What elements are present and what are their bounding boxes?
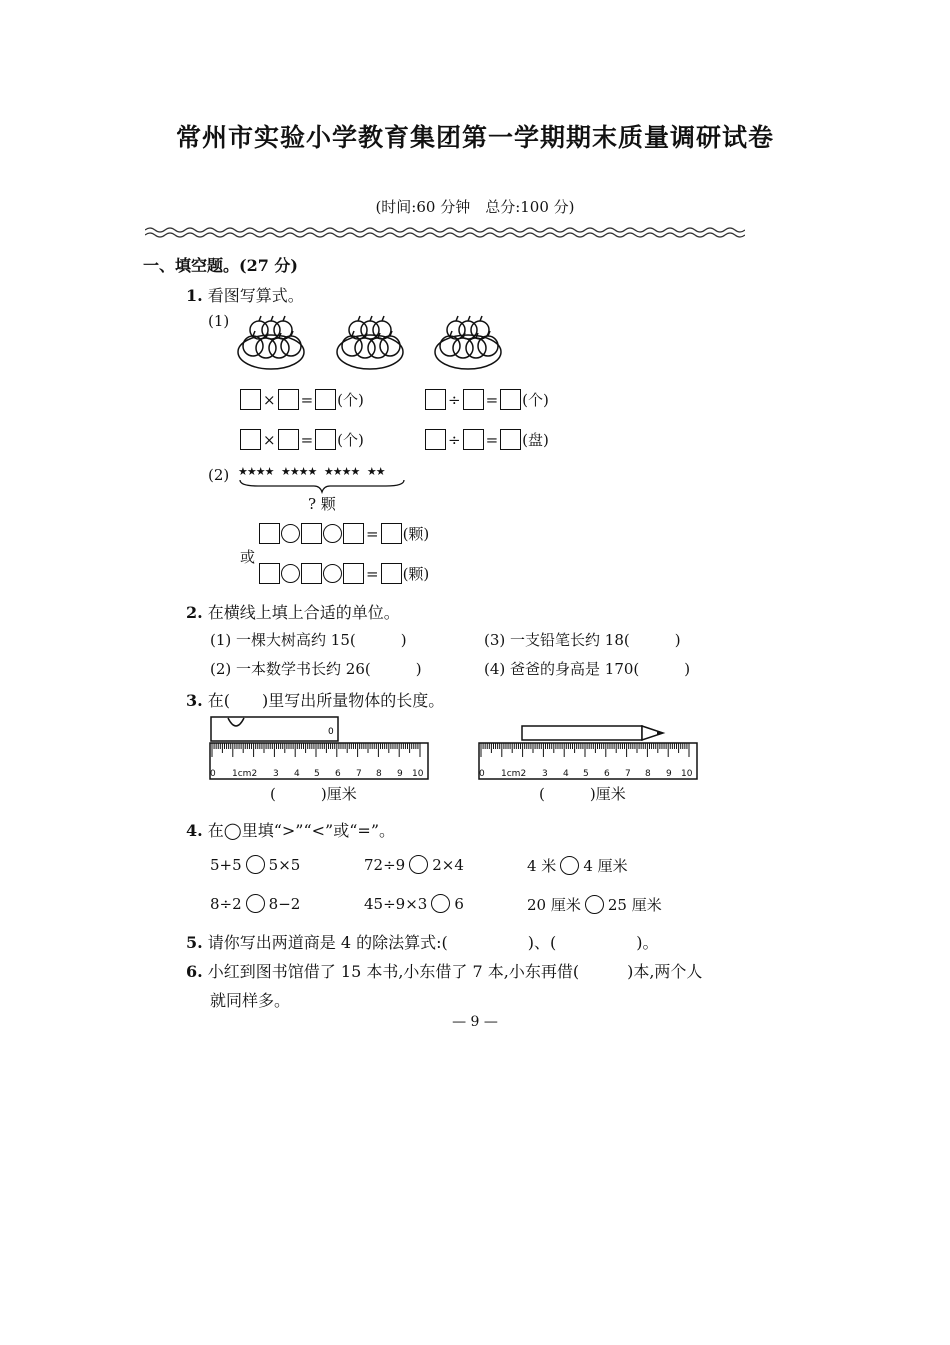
question-2 xyxy=(186,600,400,623)
ruler-label: 4 xyxy=(294,769,300,779)
ruler-label: 8 xyxy=(376,769,382,779)
section-heading: 一、填空题。(27 分) xyxy=(143,256,298,275)
ruler-label: 3 xyxy=(542,769,548,779)
compare-circle[interactable] xyxy=(560,856,579,875)
page-title: 常州市实验小学教育集团第一学期期末质量调研试卷 xyxy=(175,123,774,152)
answer-box[interactable] xyxy=(500,429,521,450)
compare-circle[interactable] xyxy=(409,855,428,874)
answer-box[interactable] xyxy=(463,389,484,410)
operator-circle[interactable] xyxy=(323,524,342,543)
equation-divide-1: ÷ = (个) xyxy=(425,389,549,410)
question-text: 看图写算式。 xyxy=(207,286,304,305)
unit-item: (2) 一本数学书长约 26( ) xyxy=(210,660,422,678)
ruler-label: 10 xyxy=(681,769,693,779)
compare-right: 2×4 xyxy=(432,855,464,874)
unit-label: (个) xyxy=(522,391,549,409)
answer-box[interactable] xyxy=(301,523,322,544)
question-text-continued: 就同样多。 xyxy=(210,991,291,1010)
answer-box[interactable] xyxy=(259,523,280,544)
star-group: ★★ xyxy=(366,465,385,478)
ruler-label: 6 xyxy=(604,769,610,779)
answer-box[interactable] xyxy=(278,389,299,410)
compare-item xyxy=(527,855,628,876)
compare-circle[interactable] xyxy=(431,894,450,913)
compare-item xyxy=(210,855,300,874)
answer-box[interactable] xyxy=(343,563,364,584)
compare-circle[interactable] xyxy=(246,855,265,874)
ruler-with-pencil xyxy=(477,722,701,782)
question-text: 请你写出两道商是 4 的除法算式:( )、( )。 xyxy=(207,933,659,952)
length-answer: ( )厘米 xyxy=(270,785,357,803)
equation-multiply-1: × = (个) xyxy=(240,389,364,410)
or-label: 或 xyxy=(240,548,256,566)
compare-left: 5+5 xyxy=(210,855,242,874)
compare-circle[interactable] xyxy=(585,895,604,914)
operator-circle[interactable] xyxy=(281,524,300,543)
ruler-label: 5 xyxy=(583,769,589,779)
answer-box[interactable] xyxy=(425,429,446,450)
compare-left: 8÷2 xyxy=(210,894,242,913)
compare-right: 5×5 xyxy=(268,855,301,874)
star-equation-1: = (颗) xyxy=(259,523,429,544)
compare-right: 8−2 xyxy=(268,894,301,913)
answer-box[interactable] xyxy=(463,429,484,450)
question-6 xyxy=(186,959,702,982)
compare-right: 6 xyxy=(454,894,464,913)
ruler-label: 8 xyxy=(645,769,651,779)
compare-left: 4 米 xyxy=(527,857,557,875)
ruler-label: 9 xyxy=(397,769,403,779)
unit-label: (颗) xyxy=(402,525,430,543)
page-number: — 9 — xyxy=(452,1014,498,1030)
question-3 xyxy=(186,688,444,711)
ruler-label: 10 xyxy=(412,769,424,779)
answer-box[interactable] xyxy=(500,389,521,410)
equation-multiply-2: × = (个) xyxy=(240,429,364,450)
length-answer: ( )厘米 xyxy=(539,785,626,803)
question-text: 在( )里写出所量物体的长度。 xyxy=(207,691,445,710)
compare-right: 4 厘米 xyxy=(583,857,628,875)
unit-item: (1) 一棵大树高约 15( ) xyxy=(210,631,407,649)
unit-label: (颗) xyxy=(402,565,430,583)
answer-box[interactable] xyxy=(425,389,446,410)
compare-item xyxy=(364,894,464,913)
star-group: ★★★★ xyxy=(323,465,360,478)
svg-text:0: 0 xyxy=(328,727,334,737)
question-number: 1. xyxy=(186,286,203,305)
compare-item xyxy=(364,855,464,874)
operator-circle[interactable] xyxy=(323,564,342,583)
curly-brace xyxy=(238,478,406,494)
question-5 xyxy=(186,930,659,953)
unit-item: (4) 爸爸的身高是 170( ) xyxy=(484,660,691,678)
compare-item xyxy=(210,894,300,913)
compare-left: 20 厘米 xyxy=(527,896,581,914)
answer-box[interactable] xyxy=(381,563,402,584)
question-4 xyxy=(186,818,395,841)
compare-item xyxy=(527,894,662,915)
ruler-label: 9 xyxy=(666,769,672,779)
answer-box[interactable] xyxy=(301,563,322,584)
answer-box[interactable] xyxy=(278,429,299,450)
compare-left: 45÷9×3 xyxy=(364,894,428,913)
exam-info: (时间:60 分钟 总分:100 分) xyxy=(375,198,575,216)
unit-label: (盘) xyxy=(522,431,549,449)
question-number: 3. xyxy=(186,691,203,710)
answer-box[interactable] xyxy=(343,523,364,544)
answer-box[interactable] xyxy=(240,429,261,450)
ruler-label: 7 xyxy=(625,769,631,779)
question-number: 5. xyxy=(186,933,203,952)
ruler-label: 5 xyxy=(314,769,320,779)
ruler-label: 4 xyxy=(563,769,569,779)
ruler-label: 7 xyxy=(356,769,362,779)
stars-row xyxy=(238,465,385,478)
star-group: ★★★★ xyxy=(280,465,317,478)
answer-box[interactable] xyxy=(315,429,336,450)
compare-right: 25 厘米 xyxy=(607,896,662,914)
unit-label: (个) xyxy=(337,431,364,449)
compare-circle[interactable] xyxy=(246,894,265,913)
part-label: (2) xyxy=(208,466,230,484)
ruler-label: 1cm2 xyxy=(501,769,527,779)
question-number: 4. xyxy=(186,821,203,840)
star-group: ★★★★ xyxy=(238,465,274,478)
ruler-label: 1cm2 xyxy=(232,769,258,779)
question-number: 2. xyxy=(186,603,203,622)
question-text: 小红到图书馆借了 15 本书,小东借了 7 本,小东再借( )本,两个人 xyxy=(207,962,703,981)
question-text: 在◯里填“>”“<”或“=”。 xyxy=(207,821,396,840)
ruler-with-eraser xyxy=(208,714,432,782)
apple-plates-illustration xyxy=(235,310,505,372)
unit-item: (3) 一支铅笔长约 18( ) xyxy=(484,631,681,649)
answer-box[interactable] xyxy=(240,389,261,410)
answer-box[interactable] xyxy=(259,563,280,584)
operator-circle[interactable] xyxy=(281,564,300,583)
ruler-label: 6 xyxy=(335,769,341,779)
question-number: 6. xyxy=(186,962,203,981)
question-text: 在横线上填上合适的单位。 xyxy=(207,603,400,622)
ruler-label: 0 xyxy=(210,769,216,779)
ruler-label: 0 xyxy=(479,769,485,779)
question-1 xyxy=(186,283,304,306)
wavy-divider xyxy=(145,226,745,238)
unit-label: (个) xyxy=(337,391,364,409)
star-equation-2: = (颗) xyxy=(259,563,429,584)
brace-label: ? 颗 xyxy=(308,495,336,513)
part-label: (1) xyxy=(208,312,230,330)
compare-left: 72÷9 xyxy=(364,855,406,874)
answer-box[interactable] xyxy=(381,523,402,544)
ruler-label: 3 xyxy=(273,769,279,779)
equation-divide-2: ÷ = (盘) xyxy=(425,429,549,450)
answer-box[interactable] xyxy=(315,389,336,410)
